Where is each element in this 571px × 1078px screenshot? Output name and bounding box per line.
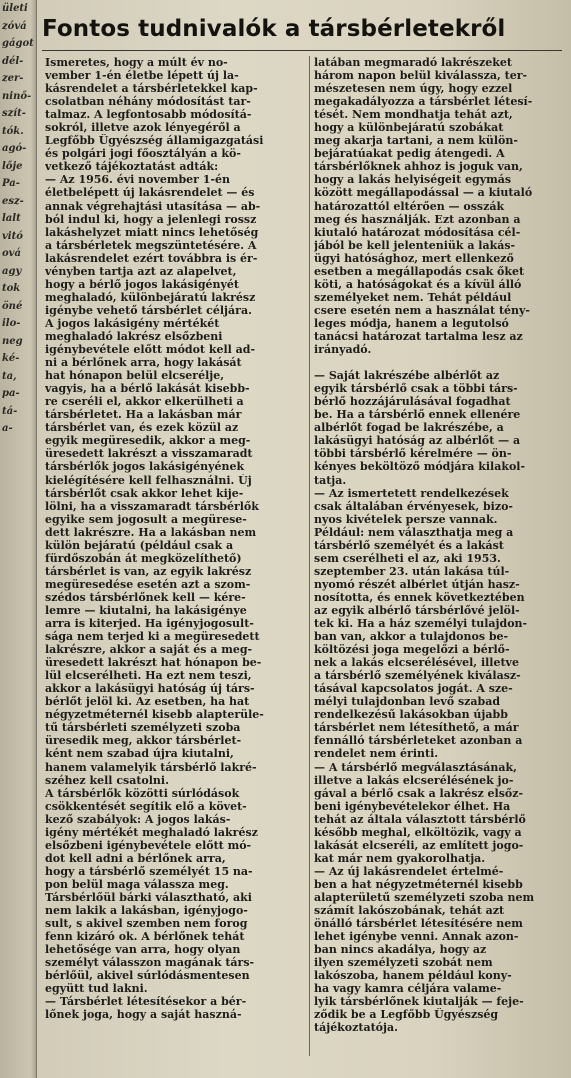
article-line: Ismeretes, hogy a múlt év no- bbox=[45, 56, 228, 69]
article-line: tanácsi határozat tartalma lesz az bbox=[314, 329, 523, 343]
article-title: Fontos tudnivalók a társbérletekről bbox=[42, 16, 506, 42]
article-line: Például: nem választhatja meg a bbox=[314, 525, 514, 539]
article-line: egyik megüresedik, akkor a meg- bbox=[45, 434, 251, 448]
margin-fragment: ninő- bbox=[2, 90, 32, 102]
title-rule bbox=[42, 50, 562, 51]
adjacent-column-margin bbox=[0, 0, 37, 1078]
article-line: lőnek joga, hogy a saját haszná- bbox=[45, 1008, 242, 1022]
article-line: nem lakik a lakásban, igényjogo- bbox=[45, 904, 248, 918]
article-line: üresedett lakrészt hat hónapon be- bbox=[45, 656, 262, 670]
article-line: négyzetméternél kisebb alapterüle- bbox=[45, 708, 264, 722]
article-line: akkor a lakásügyi hatóság új társ- bbox=[45, 682, 255, 696]
margin-fragment: lalt bbox=[2, 213, 21, 224]
article-line: igénybe vehető társbérlet céljára. bbox=[45, 303, 252, 317]
article-line: vagyis, ha a bérlő lakását kisebb- bbox=[45, 382, 250, 396]
article-line: elsőzbeni igénybevétele előtt mó- bbox=[45, 838, 252, 852]
margin-fragment: ké- bbox=[2, 353, 20, 364]
article-line: kásrendelet a társbérletekkel kap- bbox=[45, 82, 258, 96]
article-left-column bbox=[45, 56, 306, 1021]
article-line: vember 1-én életbe lépett új la- bbox=[45, 69, 239, 83]
article-line: tatja. bbox=[314, 473, 347, 487]
article-line: latában megmaradó lakrészeket bbox=[314, 56, 512, 69]
article-line: lakását elcseréli, az említett jogo- bbox=[314, 838, 524, 852]
article-line: dot kell adni a bérlőnek arra, bbox=[45, 851, 226, 865]
article-line: illetve a lakás elcserélésének jo- bbox=[314, 773, 514, 787]
article-line: jából be kell jelenteniük a lakás- bbox=[314, 238, 516, 252]
article-line: életbelépett új lakásrendelet — és bbox=[45, 186, 255, 200]
margin-fragment: szít- bbox=[2, 108, 26, 119]
article-line: kényes beköltöző módjára kilakol- bbox=[314, 460, 526, 474]
margin-fragment: a- bbox=[2, 423, 13, 434]
article-line: lakásrendelet ezért továbbra is ér- bbox=[45, 251, 258, 265]
article-line: gával a bérlő csak a lakrész elsőz- bbox=[314, 786, 524, 800]
article-line: bérlőt jelöl ki. Az esetben, ha hat bbox=[45, 695, 250, 709]
article-line: ban nincs akadálya, hogy az bbox=[314, 943, 487, 957]
article-line: bérlőül, akivel súrlódásmentesen bbox=[45, 969, 250, 983]
article-right-column bbox=[314, 56, 566, 1035]
article-line: sokról, illetve azok lényegéről a bbox=[45, 121, 241, 135]
article-line: három napon belül kiválassza, ter- bbox=[314, 69, 528, 83]
article-line: kielégítésére kell felhasználni. Új bbox=[45, 473, 252, 487]
margin-fragment: ta, bbox=[2, 370, 17, 382]
article-line: A jogos lakásigény mértékét bbox=[45, 316, 220, 330]
margin-fragment: zóvá bbox=[2, 20, 27, 32]
article-line: vetkező tájékoztatást adták: bbox=[45, 160, 219, 174]
article-line: széhez kell csatolni. bbox=[45, 773, 169, 787]
article-line: köti, a hatóságokat és a kívül álló bbox=[314, 277, 522, 291]
article-line: hogy a társbérlő személyét 15 na- bbox=[45, 864, 253, 878]
article-line: meghaladó, különbejáratú lakrész bbox=[45, 290, 256, 304]
article-line: meg és használják. Ezt azonban a bbox=[314, 212, 521, 226]
article-line: önálló társbérlet létesítésére nem bbox=[314, 917, 523, 931]
article-line: tek ki. Ha a ház személyi tulajdon- bbox=[314, 617, 528, 631]
article-line: szédos társbérlőnek kell — kére- bbox=[45, 590, 246, 604]
article-line: ilyen személyzeti szobát nem bbox=[314, 956, 493, 970]
margin-fragment: gágot bbox=[2, 38, 34, 49]
margin-fragment: neg bbox=[2, 335, 23, 347]
article-line: társbérlő személyét és a lakást bbox=[314, 538, 504, 552]
article-line: bérlő hozzájárulásával fogadhat bbox=[314, 395, 511, 409]
article-line: Társbérlőül bárki választható, aki bbox=[45, 891, 252, 904]
article-line: határozattól eltérően — osszák bbox=[314, 199, 505, 213]
article-line: — Az ismertetett rendelkezések bbox=[314, 486, 509, 500]
article-line: lehetősége van arra, hogy olyan bbox=[45, 943, 241, 957]
article-line: lakószoba, hanem például kony- bbox=[314, 969, 512, 983]
article-line: ni a bérlőnek arra, hogy lakását bbox=[45, 356, 242, 370]
margin-fragment: dél- bbox=[2, 55, 24, 67]
article-line: vényben tartja azt az alapelvet, bbox=[45, 264, 237, 278]
article-line: Legfőbb Ügyészség államigazgatási bbox=[45, 134, 264, 148]
article-line: hogy a bérlő jogos lakásigényét bbox=[45, 277, 239, 291]
margin-fragment: tók. bbox=[2, 125, 24, 137]
article-line: fenn kizáró ok. A bérlőnek tehát bbox=[45, 930, 245, 944]
article-line: beni igénybevételekor élhet. Ha bbox=[314, 799, 511, 813]
article-line: később meghal, elköltözik, vagy a bbox=[314, 825, 522, 839]
article-line: — Saját lakrészébe albérlőt az bbox=[314, 369, 500, 383]
article-line: meghaladó lakrész elsőzbeni bbox=[45, 329, 223, 343]
article-line: sult, s akivel szemben nem forog bbox=[45, 917, 248, 931]
article-line: személyeket nem. Tehát például bbox=[314, 290, 512, 304]
margin-fragment: esz- bbox=[2, 195, 24, 207]
article-line: ha vagy kamra céljára valame- bbox=[314, 982, 502, 996]
margin-fragment: agó- bbox=[2, 143, 27, 154]
article-line: sem cserélheti el az, aki 1953. bbox=[314, 551, 501, 565]
margin-fragment: pa- bbox=[2, 388, 20, 399]
article-line: irányadó. bbox=[314, 343, 372, 357]
margin-fragment: ületi bbox=[2, 3, 28, 14]
article-line: a társbérletek megszüntetésére. A bbox=[45, 238, 257, 252]
article-line: dett lakrészre. Ha a lakásban nem bbox=[45, 525, 257, 539]
margin-fragments bbox=[2, 0, 34, 438]
article-line: társbérlet van, és ezek közül az bbox=[45, 421, 239, 435]
article-line: mészetesen nem úgy, hogy ezzel bbox=[314, 82, 513, 96]
article-line: ügyi hatósághoz, mert ellenkező bbox=[314, 251, 514, 265]
article-line: megakadályozza a társbérlet létesí- bbox=[314, 95, 533, 109]
article-line: hanem valamelyik társbérlő lakré- bbox=[45, 760, 257, 774]
article-line: tű társbérleti személyzeti szoba bbox=[45, 721, 241, 735]
article-line: fürdőszobán át megközelíthető) bbox=[45, 551, 242, 565]
margin-fragment: vitó bbox=[2, 230, 23, 242]
article-line: esetben a megállapodás csak őket bbox=[314, 264, 525, 278]
article-line: igénybevétele előtt módot kell ad- bbox=[45, 343, 256, 357]
margin-fragment: öné bbox=[2, 300, 23, 312]
article-line: rendelkezésű lakásokban újabb bbox=[314, 708, 508, 722]
article-line: lemre — kiutalni, ha lakásigénye bbox=[45, 603, 247, 617]
article-line: meg akarja tartani, a nem külön- bbox=[314, 134, 518, 148]
article-line: tehát az általa választott társbérlő bbox=[314, 812, 526, 826]
article-line: megüresedése esetén azt a szom- bbox=[45, 577, 251, 591]
article-line: nyomó részét albérlet útján hasz- bbox=[314, 577, 520, 591]
margin-fragment: ová bbox=[2, 248, 21, 259]
article-line: kat már nem gyakorolhatja. bbox=[314, 851, 486, 865]
article-line: lehet igénybe venni. Annak azon- bbox=[314, 930, 519, 944]
article-line: külön bejáratú (például csak a bbox=[45, 538, 234, 552]
article-line: tásával kapcsolatos jogát. A sze- bbox=[314, 682, 513, 696]
article-line: leges módja, hanem a legutolsó bbox=[314, 316, 509, 330]
article-line: albérlőt fogad be lakrészébe, a bbox=[314, 421, 504, 435]
article-line: csolatban néhány módosítást tar- bbox=[45, 95, 251, 109]
column-divider bbox=[309, 56, 310, 1056]
article-line: társbérlet is van, az egyik lakrész bbox=[45, 564, 252, 578]
article-line: hogy a különbejáratú szobákat bbox=[314, 121, 504, 135]
article-line: szeptember 23. után lakása túl- bbox=[314, 564, 510, 578]
article-line: társbérletet. Ha a lakásban már bbox=[45, 408, 242, 422]
article-line: alapterületű személyzeti szoba nem bbox=[314, 891, 535, 904]
article-line: annak végrehajtási utasítása — ab- bbox=[45, 199, 261, 213]
article-line: költözési joga megelőzi a bérlő- bbox=[314, 643, 510, 657]
margin-fragment: tok bbox=[2, 283, 21, 294]
article-line: bejáratúakat pedig átengedi. A bbox=[314, 147, 505, 161]
article-line: lakrészre, akkor a saját és a meg- bbox=[45, 643, 253, 657]
article-line: ződik be a Legfőbb Ügyészség bbox=[314, 1008, 499, 1022]
article-line: ból indul ki, hogy a jelenlegi rossz bbox=[45, 212, 257, 226]
article-line: rendelet nem érinti. bbox=[314, 747, 439, 761]
article-line: között megállapodással — a kiutaló bbox=[314, 186, 533, 200]
article-line bbox=[314, 356, 566, 369]
article-line: ban van, akkor a tulajdonos be- bbox=[314, 630, 509, 644]
article-line: egyike sem jogosult a megürese- bbox=[45, 512, 247, 526]
article-line: üresedik meg, akkor társbérlet- bbox=[45, 734, 242, 748]
article-line: társbérlők jogos lakásigényének bbox=[45, 460, 245, 474]
article-line: hat hónapon belül elcserélje, bbox=[45, 369, 225, 383]
article-line: társbérlőknek ahhoz is joguk van, bbox=[314, 160, 523, 174]
article-line: csökkentését segítik elő a követ- bbox=[45, 799, 247, 813]
article-line: fennálló társbérleteket azonban a bbox=[314, 734, 523, 748]
margin-fragment: zer- bbox=[2, 73, 24, 84]
margin-fragment: tá- bbox=[2, 405, 18, 417]
article-line: — Az 1956. évi november 1-én bbox=[45, 173, 231, 187]
article-line: tését. Nem mondhatja tehát azt, bbox=[314, 108, 513, 122]
article-line: nosította, és ennek következtében bbox=[314, 590, 525, 604]
margin-fragment: ilo- bbox=[2, 318, 21, 329]
article-line: mélyi tulajdonban levő szabad bbox=[314, 695, 501, 709]
article-line: pon belül maga válassza meg. bbox=[45, 877, 229, 891]
article-line: lakásügyi hatóság az albérlőt — a bbox=[314, 434, 521, 448]
article-line: lakáshelyzet miatt nincs lehetőség bbox=[45, 225, 259, 239]
article-line: hogy a lakás helyiségeit egymás bbox=[314, 173, 512, 187]
article-line: be. Ha a társbérlő ennek ellenére bbox=[314, 408, 521, 422]
article-line: egyik társbérlő csak a többi társ- bbox=[314, 382, 518, 396]
article-line: tájékoztatója. bbox=[314, 1021, 398, 1035]
article-line: lölni, ha a visszamaradt társbérlők bbox=[45, 499, 259, 513]
article-line: társbérlőt csak akkor lehet kije- bbox=[45, 486, 244, 500]
article-line: — Az új lakásrendelet értelmé- bbox=[314, 864, 504, 878]
margin-fragment: Pa- bbox=[2, 178, 20, 189]
article-line: lyik társbérlőnek kiutalják — feje- bbox=[314, 995, 524, 1009]
article-line: talmaz. A legfontosabb módosítá- bbox=[45, 108, 252, 122]
article-line: társbérlet nem létesíthető, a már bbox=[314, 721, 519, 735]
article-line: nek a lakás elcserélésével, illetve bbox=[314, 656, 519, 670]
margin-fragment: lője bbox=[2, 160, 23, 172]
article-line: re cseréli el, akkor elkerülheti a bbox=[45, 395, 244, 409]
article-line: együtt tud lakni. bbox=[45, 982, 148, 996]
article-line: ben a hat négyzetméternél kisebb bbox=[314, 877, 523, 891]
margin-fragment: agy bbox=[2, 265, 22, 277]
article-line: arra is kiterjed. Ha igényjogosult- bbox=[45, 617, 254, 631]
article-line: kező szabályok: A jogos lakás- bbox=[45, 812, 231, 826]
article-line: lül elcserélheti. Ha ezt nem teszi, bbox=[45, 669, 252, 683]
article-line: személyt válasszon magának társ- bbox=[45, 956, 255, 970]
article-line: ként nem szabad újra kiutalni, bbox=[45, 747, 234, 761]
article-line: az egyik albérlő társbérlővé jelöl- bbox=[314, 603, 520, 617]
article-line: kiutaló határozat módosítása cél- bbox=[314, 225, 521, 239]
article-line: számít lakószobának, tehát azt bbox=[314, 904, 505, 918]
article-line: A társbérlők közötti súrlódások bbox=[45, 786, 240, 800]
article-line: sága nem terjed ki a megüresedett bbox=[45, 630, 260, 644]
article-line: igény mértékét meghaladó lakrész bbox=[45, 825, 258, 839]
article-line: nyos kivételek persze vannak. bbox=[314, 512, 498, 526]
article-line: üresedett lakrészt a visszamaradt bbox=[45, 447, 253, 461]
article-line: és polgári jogi főosztályán a kö- bbox=[45, 147, 241, 161]
article-line: a társbérlő személyének kiválasz- bbox=[314, 669, 521, 683]
article-line: többi társbérlő kérelmére — ön- bbox=[314, 447, 512, 461]
article-line: — Társbérlet létesítésekor a bér- bbox=[45, 995, 247, 1009]
article-line: csere esetén nem a használat tény- bbox=[314, 303, 530, 317]
article-line: csak általában érvényesek, bizo- bbox=[314, 499, 513, 513]
article-line: — A társbérlő megválasztásának, bbox=[314, 760, 517, 774]
